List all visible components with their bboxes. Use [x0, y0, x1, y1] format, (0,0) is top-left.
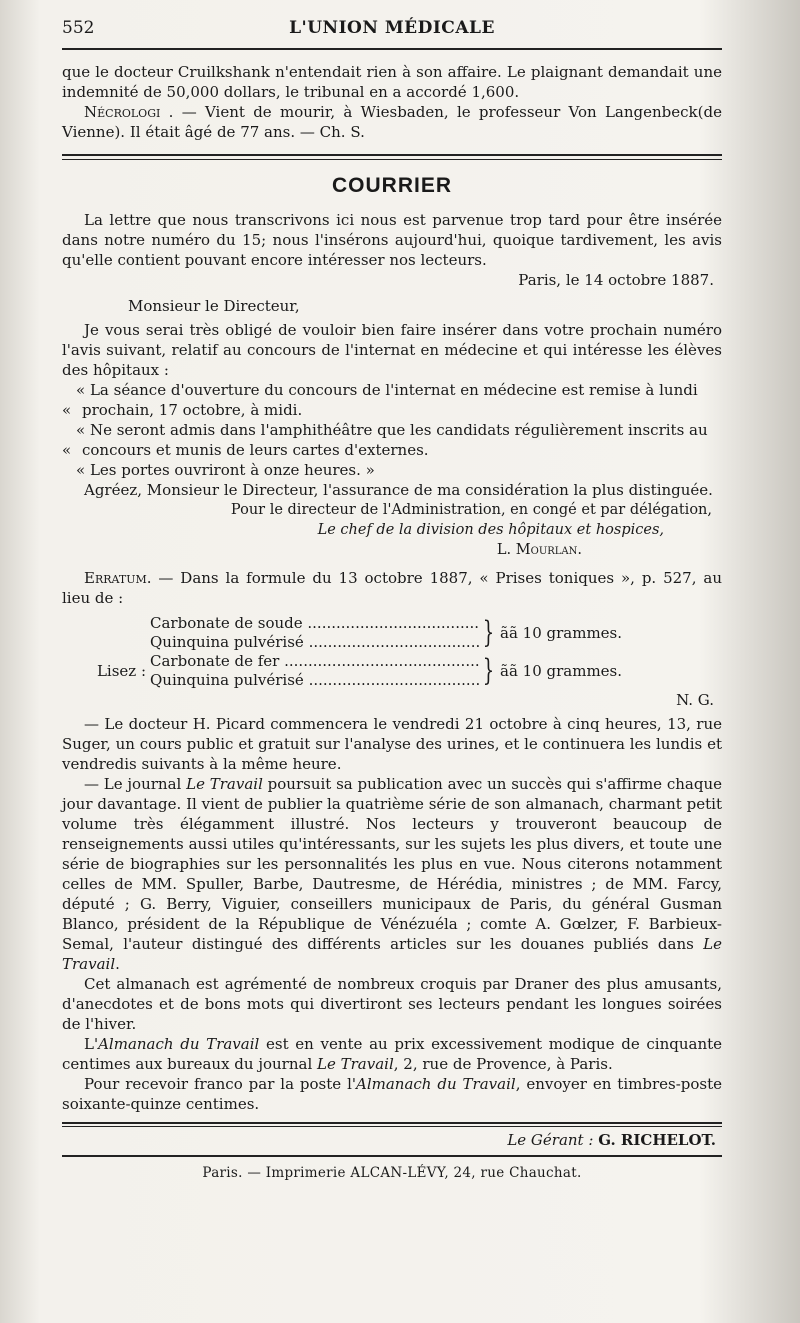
gerant-label: Le Gérant : [507, 1131, 594, 1149]
necrologie-text: — Vient de mourir, à Wiesbaden, le professeur Von Langenbeck(de Vienne). Il était âgé de 77 ans. — Ch. S. [62, 103, 722, 141]
top-section [62, 62, 722, 142]
footer-divider [62, 1122, 722, 1127]
letter-salutation: Monsieur le Directeur, [128, 297, 300, 315]
picard-paragraph: — Le docteur H. Picard commencera le vendredi 21 octobre à cinq heures, 13, rue Suger, un cours public et gratuit sur l'analyse des urines, et le continuera les lundis et vendredis suivants à la même heure. [62, 715, 722, 773]
gerant-line [62, 1129, 722, 1151]
gerant-name: G. RICHELOT. [598, 1131, 716, 1149]
quote-3: « Les portes ouvriront à onze heures. » [76, 461, 375, 479]
franco-paragraph: Pour recevoir franco par la poste l'Almanach du Travail, envoyer en timbres-poste soixante-quinze centimes. [62, 1075, 722, 1113]
quote-1: « La séance d'ouverture du concours de l'internat en médecine est remise à lundi « prochain, 17 octobre, à midi. [62, 381, 698, 419]
journal-title: L'UNION MÉDICALE [289, 18, 495, 38]
formula-wrong: Carbonate de soude ..... Quinquina pulvérisé ..... } ãã 10 grammes. [62, 614, 722, 652]
signature-name: L. Mourlan. [496, 542, 582, 558]
lawsuit-paragraph: que le docteur Cruilkshank n'entendait rien à son affaire. Le plaignant demandait une indemnité de 50,000 dollars, le tribunal en a accordé 1,600. [62, 63, 722, 101]
printer-line: Paris. — Imprimerie ALCAN-LÉVY, 24, rue Chauchat. [202, 1165, 582, 1181]
courrier-intro: La lettre que nous transcrivons ici nous est parvenue trop tard pour être insérée dans notre numéro du 15; nous l'insérons aujourd'hui, quoique tardivement, les avis qu'elle contient pouvant encore intéresser nos lecteurs. [62, 211, 722, 269]
letter-closing: Agréez, Monsieur le Directeur, l'assurance de ma considération la plus distinguée. [84, 481, 713, 499]
formula-right: Lisez : Carbonate de fer ..... Quinquina pulvérisé ..... } ãã 10 grammes. [62, 652, 722, 690]
page-number: 552 [62, 18, 95, 38]
letter-date: Paris, le 14 octobre 1887. [518, 271, 714, 289]
signature-line-2: Le chef de la division des hôpitaux et hospices, [317, 522, 664, 538]
section-divider [62, 154, 722, 160]
courrier-title: COURRIER [331, 174, 452, 197]
erratum-label: Erratum. [84, 569, 152, 587]
travail-paragraph: — Le journal Le Travail poursuit sa publication avec un succès qui s'affirme chaque jour davantage. Il vient de publier la quatrième série de son almanach, charmant petit volume très élégamment illustré. Nos lecteurs y trouveront beaucoup de renseignements aussi utiles qu'intéressants, sur les sujets les plus divers, et toute une série de biographies sur les personnalités les plus en vue. Nous citerons notamment celles de MM. Spuller, Barbe, Dautresme, de Hérédia, ministres ; de MM. Farcy, député ; G. Berry, Viguier, conseillers municipaux de Paris, du général Gusman Blanco, président de la République de Vénézuéla ; comte A. Gœlzer, F. Barbieux-Semal, l'auteur distingué des différents articles sur les douanes publiés dans Le Travail. [62, 775, 722, 973]
erratum-text: — Dans la formule du 13 octobre 1887, « Prises toniques », p. 527, au lieu de : [62, 569, 722, 607]
almanach-price-paragraph: L'Almanach du Travail est en vente au prix excessivement modique de cinquante centimes aux bureaux du journal Le Travail, 2, rue de Provence, à Paris. [62, 1035, 723, 1073]
formula-wrong-qty: ãã 10 grammes. [500, 623, 623, 642]
almanach-paragraph: Cet almanach est agrémenté de nombreux croquis par Draner des plus amusants, d'anecdotes et de bons mots qui divertiront ses lecteurs pendant les longues soirées de l'hiver. [62, 975, 722, 1033]
bottom-rule [62, 1155, 722, 1157]
erratum-paragraph [62, 568, 722, 608]
quote-2: « Ne seront admis dans l'amphithéâtre que les candidats régulièrement inscrits au « concours et munis de leurs cartes d'externes. [62, 421, 708, 459]
page-header [62, 18, 722, 50]
erratum-initials: N. G. [676, 691, 714, 709]
erratum-formula [62, 614, 722, 690]
signature-line-1: Pour le directeur de l'Administration, en congé et par délégation, [230, 502, 712, 518]
lisez-label: Lisez : [96, 661, 146, 680]
necrologie-label: Nécrologi . [84, 103, 174, 121]
formula-right-qty: ãã 10 grammes. [500, 661, 623, 680]
necrologie-paragraph [62, 102, 722, 142]
letter-body: Je vous serai très obligé de vouloir bien faire insérer dans votre prochain numéro l'avis suivant, relatif au concours de l'internat en médecine et qui intéresse les élèves des hôpitaux : [62, 321, 722, 379]
